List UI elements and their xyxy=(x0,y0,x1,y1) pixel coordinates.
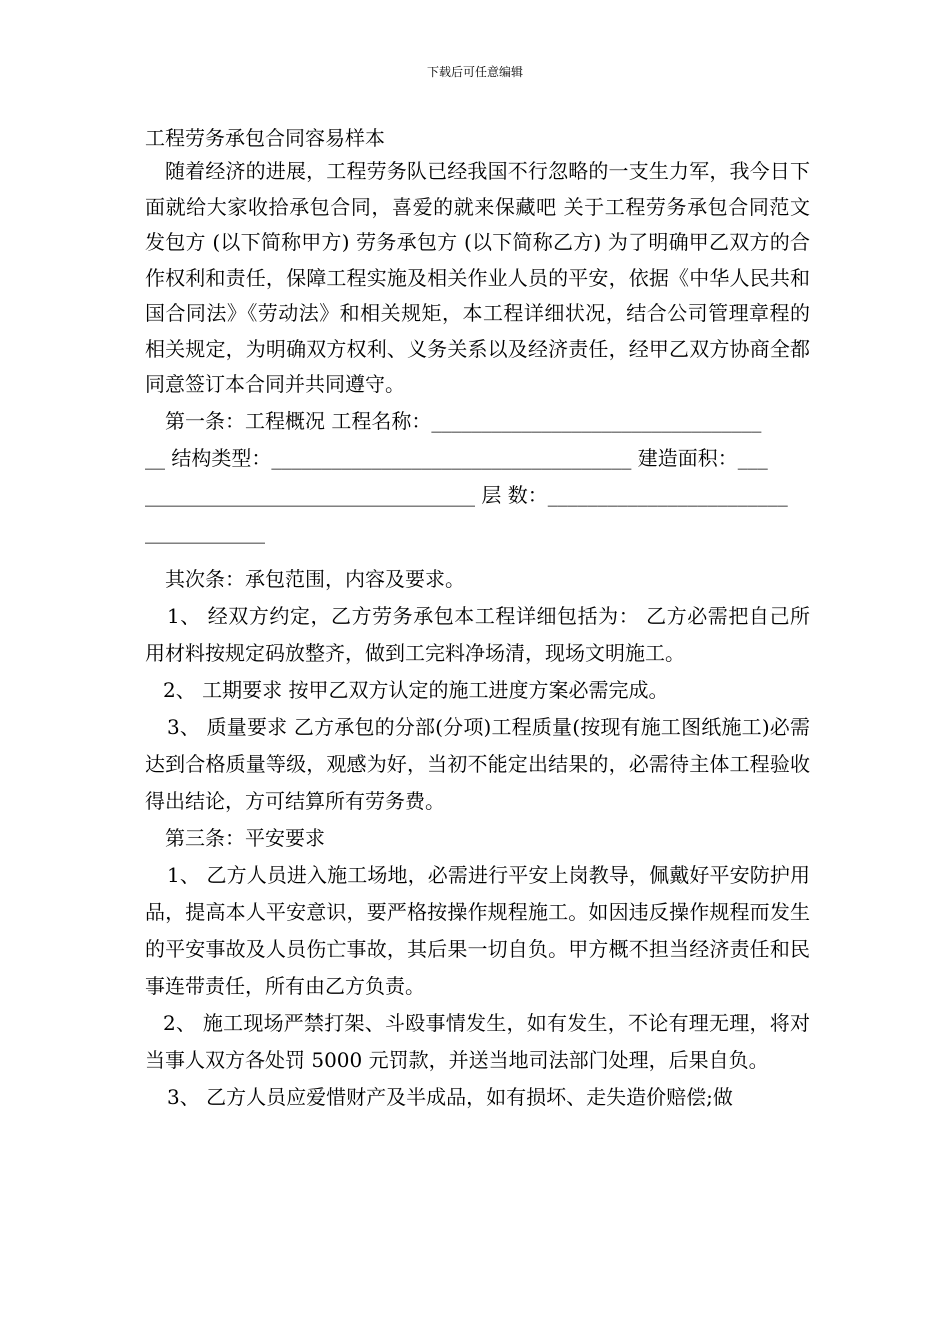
article3-heading: 第三条：平安要求 xyxy=(165,825,325,850)
article1-line3: _________________________________ 层 数：________________________ xyxy=(145,482,788,507)
intro-paragraph: 随着经济的进展，工程劳务队已经我国不行忽略的一支生力军，我今日下面就给大家收拾承包合同，喜爱的就来保藏吧 关于工程劳务承包合同范文 发包方 (以下简称甲方) 劳务承包方 (以下简称乙方) 为了明确甲乙双方的合作权利和责任，保障工程实施及相关作业人员的平安，依据《中华人民共和国合同法》《劳动法》和相关规矩，本工程详细状况，结合公司管理章程的相关规定，为明确双方权利、义务关系以及经济责任，经甲乙双方协商全都同意签订本合同并共同遵守。 xyxy=(145,159,810,396)
article1-line1: 第一条：工程概况 工程名称：_________________________________ xyxy=(165,408,762,433)
article2-item1: 1、 经双方约定，乙方劳务承包本工程详细包括为： 乙方必需把自己所用材料按规定码放整齐，做到工完料净场清，现场文明施工。 xyxy=(145,603,810,665)
article1-line2: __ 结构类型：____________________________________ 建造面积：___ xyxy=(145,445,768,470)
article3-item1: 1、 乙方人员进入施工场地，必需进行平安上岗教导，佩戴好平安防护用品，提高本人平安意识，要严格按操作规程施工。如因违反操作规程而发生的平安事故及人员伤亡事故，其后果一切自负。甲方概不担当经济责任和民事连带责任，所有由乙方负责。 xyxy=(145,862,810,998)
article3-item2: 2、 施工现场严禁打架、斗殴事情发生，如有发生，不论有理无理，将对当事人双方各处罚 5000 元罚款，并送当地司法部门处理，后果自负。 xyxy=(145,1010,810,1072)
article1-line4: ____________ xyxy=(145,519,265,544)
article2-heading: 其次条：承包范围，内容及要求。 xyxy=(165,566,465,591)
page-header-note: 下载后可任意编辑 xyxy=(426,65,523,79)
article3-item3: 3、 乙方人员应爱惜财产及半成品，如有损坏、走失造价赔偿;做 xyxy=(167,1084,733,1109)
document-title: 工程劳务承包合同容易样本 xyxy=(145,126,385,150)
article2-item2: 2、 工期要求 按甲乙双方认定的施工进度方案必需完成。 xyxy=(163,677,669,702)
document-body xyxy=(145,124,810,1116)
article2-item3: 3、 质量要求 乙方承包的分部(分项)工程质量(按现有施工图纸施工)必需达到合格质量等级，观感为好，当初不能定出结果的，必需待主体工程验收得出结论，方可结算所有劳务费。 xyxy=(145,714,810,813)
